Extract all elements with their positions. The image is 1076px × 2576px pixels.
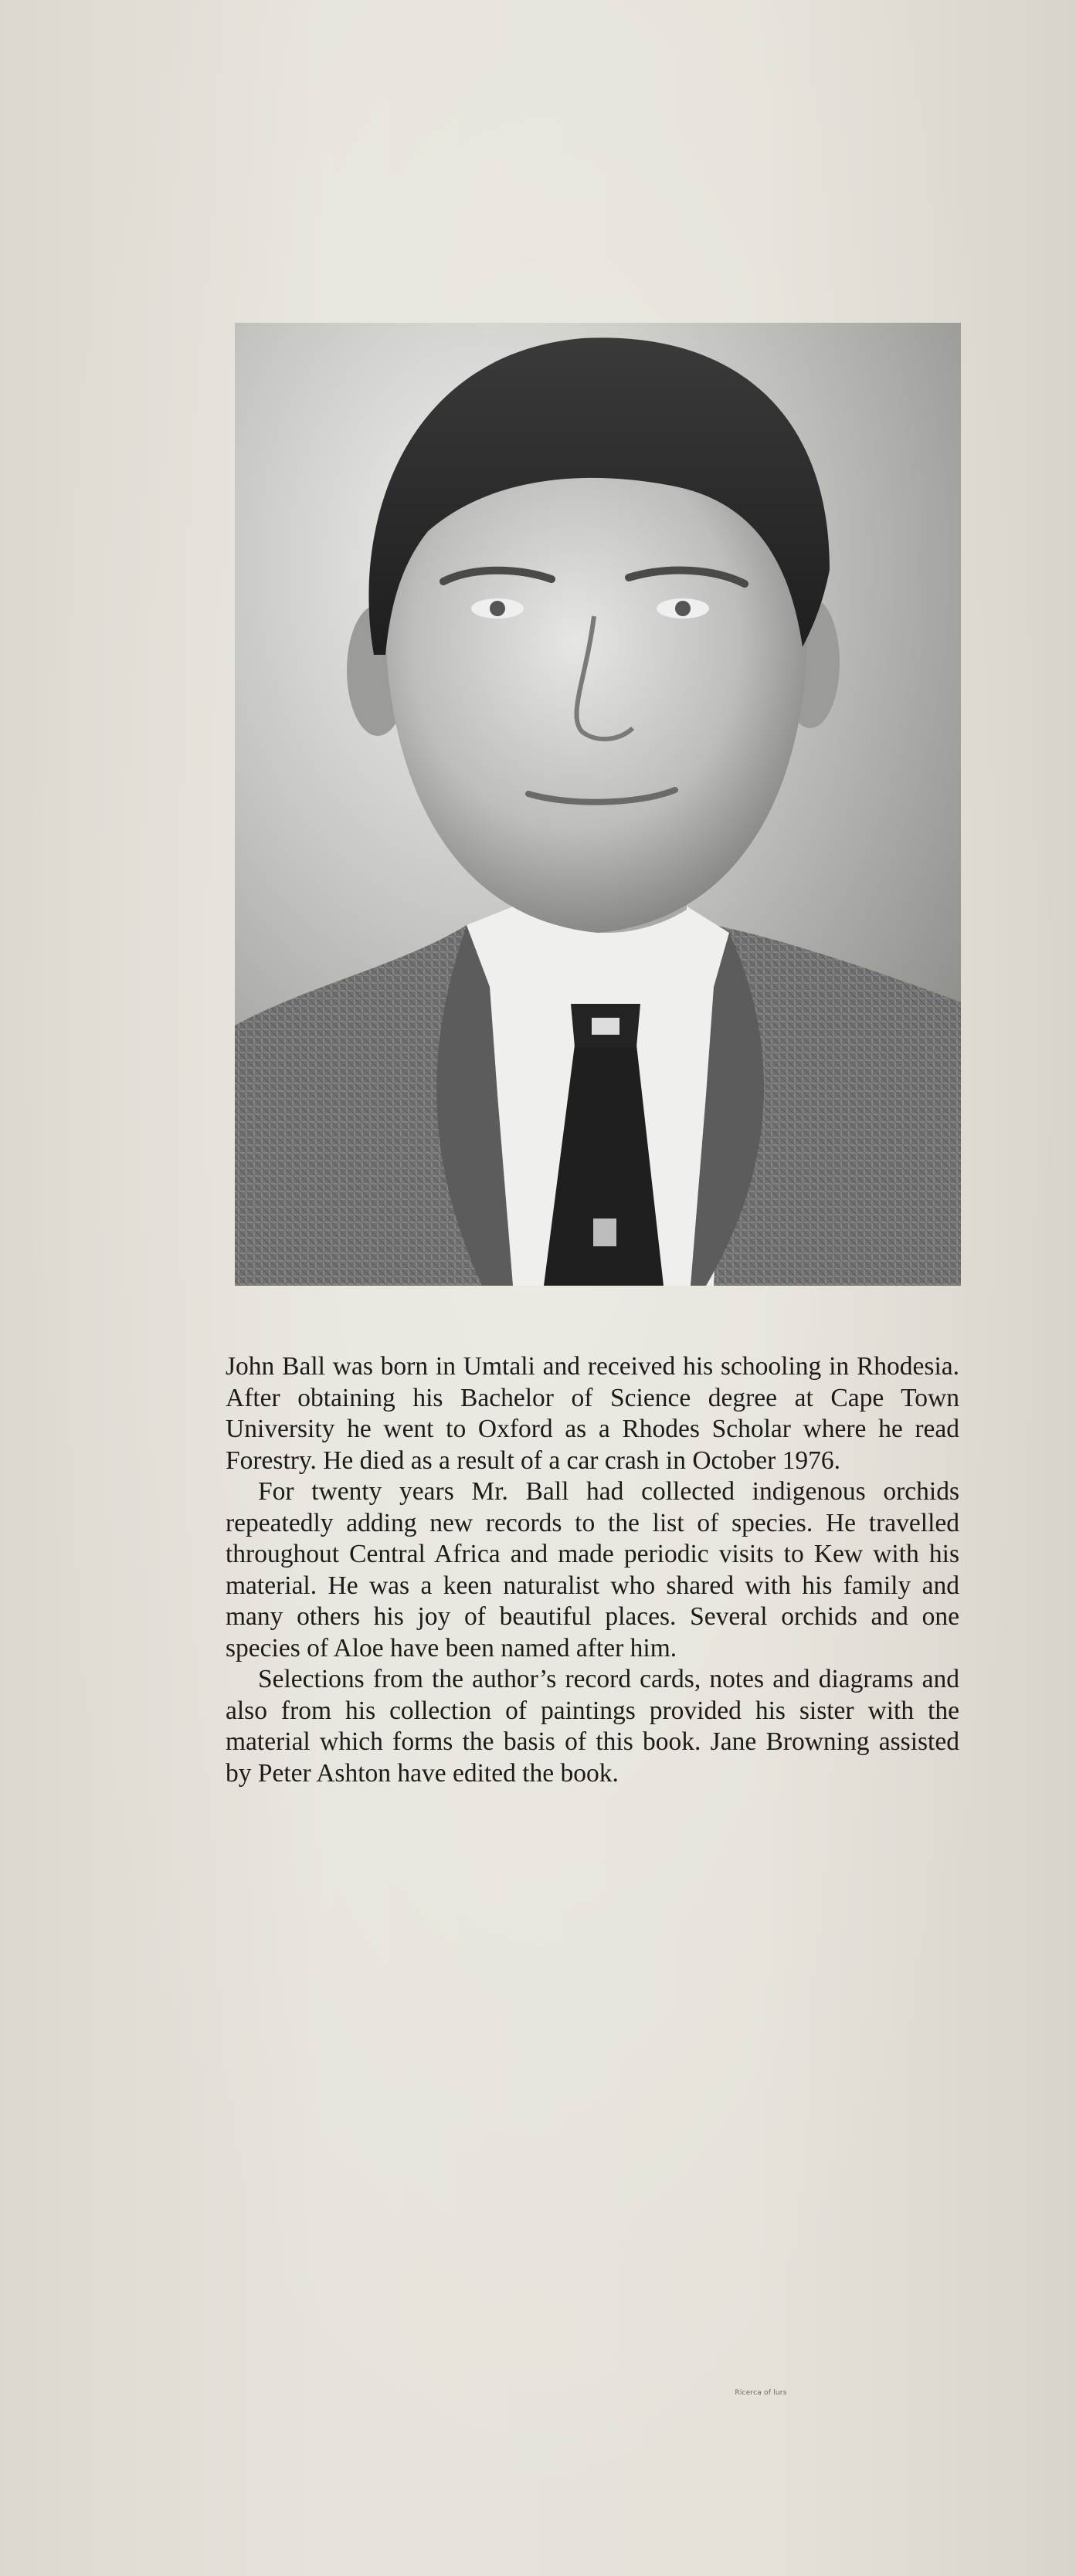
bio-paragraph-2: For twenty years Mr. Ball had collected indigenous orchids repeatedly adding new records to the list of species. He travelled throughout Central Africa and made periodic visits to Kew with his material. He was a keen naturalist who shared with his family and many others his joy of beautiful places. Several orchids and one species of Aloe have been named after him.: [226, 1477, 959, 1663]
printer-imprint: Ricerca of lurs: [735, 2389, 787, 2397]
author-portrait-photo: [235, 323, 961, 1286]
portrait-illustration: [235, 323, 961, 1286]
author-biography: [226, 1351, 959, 1789]
bio-paragraph-3: Selections from the author’s record cards, notes and diagrams and also from his collection of paintings provided his sister with the material which forms the basis of this book. Jane Browning assisted by Peter Ashton have edited the book.: [226, 1665, 959, 1788]
bio-paragraph-1: John Ball was born in Umtali and received his schooling in Rhodesia. After obtaining his Bachelor of Science degree at Cape Town University he went to Oxford as a Rhodes Scholar where he read Forestry. He died as a result of a car crash in October 1976.: [226, 1352, 959, 1475]
